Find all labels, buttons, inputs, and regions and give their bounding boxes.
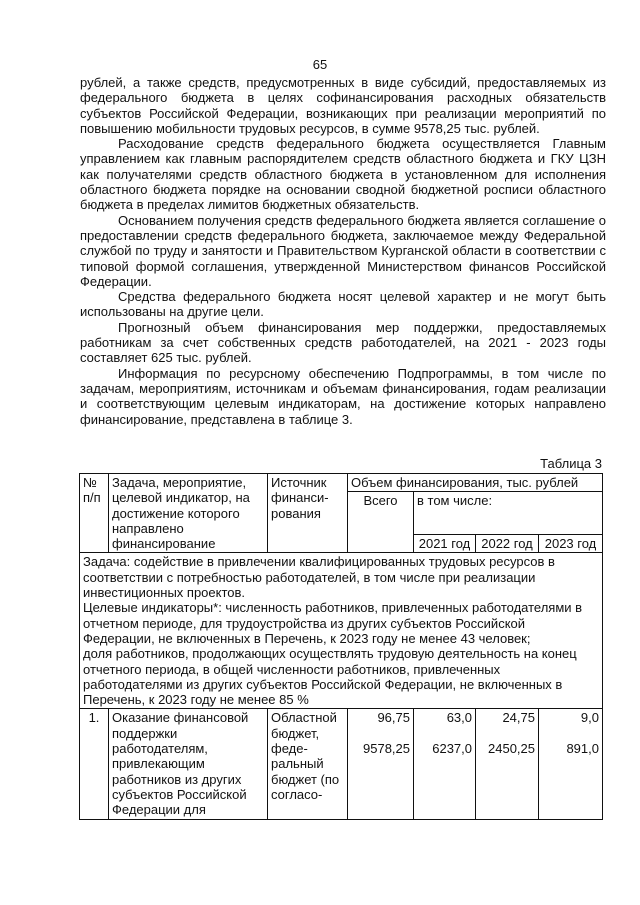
paragraph: Прогнозный объем финансирования мер поддержки, предоставляемых работникам за счет собственных средств работодателей, на 2021 - 2023 годы составляет 625 тыс. рублей. <box>80 319 606 366</box>
target-indicators-text: Целевые индикаторы*: численность работников, привлеченных работодателями в отчетном периоде, для трудоустройства из других субъектов Российской Федерации, не включенных в Перечень, к 2023 году не менее 43 человек; <box>83 600 583 646</box>
row-source: Областной бюджет, феде-ральный бюджет (по согласо- <box>268 709 348 819</box>
header-task: Задача, мероприятие, целевой индикатор, на достижение которого направлено финансирование <box>109 474 268 553</box>
value-regional: 9,0 <box>580 710 599 726</box>
header-num: № п/п <box>80 474 109 553</box>
body-text <box>80 75 606 427</box>
header-2021: 2021 год <box>414 535 476 553</box>
value-regional: 24,75 <box>502 710 535 726</box>
value-federal: 891,0 <box>566 740 599 756</box>
task-cell <box>80 553 603 709</box>
header-volume: Объем финансирования, тыс. рублей <box>348 474 603 492</box>
paragraph: Информация по ресурсному обеспечению Подпрограммы, в том числе по задачам, мероприятиям, источникам и объемам финансирования, годам реализации и соответствующим целевым индикаторам, на достижение которых направлено финансирование, представлена в таблице 3. <box>80 365 606 427</box>
paragraph: Расходование средств федерального бюджета осуществляется Главным управлением как главным распорядителем средств областного бюджета и ГКУ ЦЗН как получателями средств областного бюджета в установленном для исполнения областного бюджета порядке на основании сводной бюджетной росписи областного бюджета в пределах лимитов бюджетных обязательств. <box>80 136 606 213</box>
task-row <box>80 553 603 709</box>
table-row <box>80 709 603 819</box>
table-caption: Таблица 3 <box>540 456 602 471</box>
funding-table <box>79 473 603 820</box>
value-federal: 2450,25 <box>488 740 535 756</box>
task-text: Задача: содействие в привлечении квалифицированных трудовых ресурсов в соответствии с потребностью работодателей, в том числе при реализации инвестиционных проектов. <box>83 554 555 601</box>
row-2021 <box>414 709 476 819</box>
value-regional: 63,0 <box>446 710 472 726</box>
row-2023 <box>539 709 603 819</box>
paragraph: рублей, а также средств, предусмотренных в виде субсидий, предоставляемых из федерального бюджета в целях софинансирования расходных обязательств субъектов Российской Федерации, возникающих при реализации мероприятий по повышению мобильности трудовых ресурсов, в сумме 9578,25 тыс. рублей. <box>80 75 606 136</box>
header-row <box>80 474 603 492</box>
value-federal: 6237,0 <box>432 740 472 756</box>
header-source: Источник финанси-рования <box>268 474 348 553</box>
row-2022 <box>476 709 539 819</box>
page-number: 65 <box>312 57 328 72</box>
row-activity: Оказание финансовой поддержки работодателям, привлекающим работников из других субъектов Российской Федерации для <box>109 709 268 819</box>
value-regional: 96,75 <box>377 710 410 726</box>
header-total: Всего <box>348 492 414 553</box>
header-2023: 2023 год <box>539 535 603 553</box>
paragraph: Средства федерального бюджета носят целевой характер и не могут быть использованы на другие цели. <box>80 289 606 320</box>
row-total <box>348 709 414 819</box>
value-federal: 9578,25 <box>363 740 410 756</box>
row-num: 1. <box>80 709 109 819</box>
header-including: в том числе: <box>414 492 603 535</box>
target-indicators-text: доля работников, продолжающих осуществлять трудовую деятельность на конец отчетного периода, в общей численности работников, привлеченных работодателями из других субъектов Российской Федерации, не включенных в Перечень, к 2023 году не менее 85 % <box>83 646 577 708</box>
header-2022: 2022 год <box>476 535 539 553</box>
paragraph: Основанием получения средств федерального бюджета является соглашение о предоставлении средств федерального бюджета, заключаемое между Федеральной службой по труду и занятости и Правительством Курганской области в соответствии с типовой формой соглашения, утвержденной Министерством финансов Российской Федерации. <box>80 212 606 289</box>
